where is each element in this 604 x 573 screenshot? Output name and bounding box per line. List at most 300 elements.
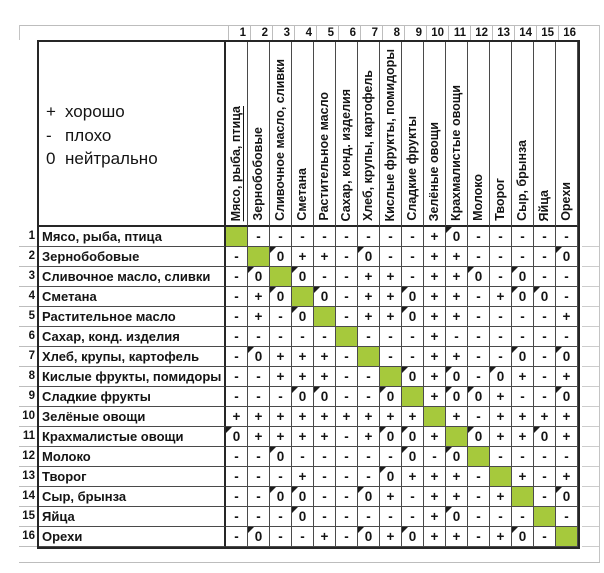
row-number-11: 11 bbox=[19, 427, 37, 447]
cell-r8-c14: + bbox=[512, 367, 534, 387]
col-header-13 bbox=[490, 42, 512, 227]
cell-r4-c13: + bbox=[490, 287, 512, 307]
cell-r1-c16: - bbox=[556, 227, 578, 247]
cell-r5-c15: - bbox=[534, 307, 556, 327]
cell-r14-c5: - bbox=[314, 487, 336, 507]
cell-r10-c11: + bbox=[446, 407, 468, 427]
cell-r6-c13: - bbox=[490, 327, 512, 347]
cell-r10-c12: - bbox=[468, 407, 490, 427]
row-label-16: Орехи bbox=[39, 527, 226, 547]
cell-r3-c15: - bbox=[534, 267, 556, 287]
cell-r16-c12: - bbox=[468, 527, 490, 547]
cell-r2-c1: - bbox=[226, 247, 248, 267]
cell-r10-c16: + bbox=[556, 407, 578, 427]
row-number-6: 6 bbox=[19, 327, 37, 347]
col-header-label-13: Творог bbox=[493, 178, 507, 221]
row-number-2: 2 bbox=[19, 247, 37, 267]
cell-r1-c3: - bbox=[270, 227, 292, 247]
cell-r7-c7-self bbox=[358, 347, 380, 367]
cell-r14-c14-self bbox=[512, 487, 534, 507]
cell-r16-c7: 0 bbox=[358, 527, 380, 547]
cell-r6-c3: - bbox=[270, 327, 292, 347]
cell-r3-c6: - bbox=[336, 267, 358, 287]
legend-bad bbox=[46, 124, 224, 148]
cell-r10-c7: + bbox=[358, 407, 380, 427]
column-number-7: 7 bbox=[360, 26, 382, 40]
legend-good-sign: + bbox=[46, 102, 56, 121]
row-number-12: 12 bbox=[19, 447, 37, 467]
right-tick bbox=[582, 467, 599, 487]
row-label-12: Молоко bbox=[39, 447, 226, 467]
cell-r2-c7: 0 bbox=[358, 247, 380, 267]
cell-r11-c14: + bbox=[512, 427, 534, 447]
right-tick bbox=[582, 487, 599, 507]
cell-r6-c4: - bbox=[292, 327, 314, 347]
cell-r8-c15: - bbox=[534, 367, 556, 387]
cell-r9-c9-self bbox=[402, 387, 424, 407]
column-number-10: 10 bbox=[426, 26, 448, 40]
cell-r1-c14: - bbox=[512, 227, 534, 247]
right-tick bbox=[582, 407, 599, 427]
col-header-label-8: Кислые фрукты, помидоры bbox=[383, 48, 397, 221]
cell-r4-c16: - bbox=[556, 287, 578, 307]
cell-r2-c16: 0 bbox=[556, 247, 578, 267]
col-header-9 bbox=[402, 42, 424, 227]
cell-r3-c12: 0 bbox=[468, 267, 490, 287]
cell-r15-c15-self bbox=[534, 507, 556, 527]
cell-r11-c13: + bbox=[490, 427, 512, 447]
cell-r7-c14: 0 bbox=[512, 347, 534, 367]
right-tick bbox=[582, 307, 599, 327]
cell-r5-c9: 0 bbox=[402, 307, 424, 327]
cell-r11-c12: 0 bbox=[468, 427, 490, 447]
cell-r9-c15: - bbox=[534, 387, 556, 407]
cell-r5-c4: 0 bbox=[292, 307, 314, 327]
col-header-16 bbox=[556, 42, 578, 227]
cell-r13-c13-self bbox=[490, 467, 512, 487]
margin-gridline-left bbox=[19, 25, 20, 40]
row-number-13: 13 bbox=[19, 467, 37, 487]
cell-r7-c1: - bbox=[226, 347, 248, 367]
cell-r9-c4: 0 bbox=[292, 387, 314, 407]
cell-r9-c2: - bbox=[248, 387, 270, 407]
cell-r11-c7: + bbox=[358, 427, 380, 447]
cell-r7-c13: - bbox=[490, 347, 512, 367]
cell-r1-c1-self bbox=[226, 227, 248, 247]
cell-r4-c12: - bbox=[468, 287, 490, 307]
cell-r8-c6: - bbox=[336, 367, 358, 387]
cell-r13-c14: + bbox=[512, 467, 534, 487]
cell-r13-c2: - bbox=[248, 467, 270, 487]
col-header-label-6: Сахар, конд. изделия bbox=[339, 88, 353, 221]
cell-r12-c1: - bbox=[226, 447, 248, 467]
cell-r8-c10: + bbox=[424, 367, 446, 387]
cell-r7-c11: + bbox=[446, 347, 468, 367]
cell-r9-c7: - bbox=[358, 387, 380, 407]
legend-good bbox=[46, 100, 224, 124]
cell-r1-c12: - bbox=[468, 227, 490, 247]
cell-r12-c14: - bbox=[512, 447, 534, 467]
column-number-14: 14 bbox=[514, 26, 536, 40]
col-header-label-11: Крахмалистые овощи bbox=[449, 84, 463, 221]
col-header-2 bbox=[248, 42, 270, 227]
cell-r2-c2-self bbox=[248, 247, 270, 267]
cell-r16-c9: 0 bbox=[402, 527, 424, 547]
cell-r12-c16: - bbox=[556, 447, 578, 467]
cell-r6-c1: - bbox=[226, 327, 248, 347]
row-number-9: 9 bbox=[19, 387, 37, 407]
cell-r6-c16: - bbox=[556, 327, 578, 347]
right-tick bbox=[582, 247, 599, 267]
cell-r4-c8: + bbox=[380, 287, 402, 307]
cell-r10-c10-self bbox=[424, 407, 446, 427]
cell-r7-c9: - bbox=[402, 347, 424, 367]
column-numbers-strip bbox=[228, 25, 580, 40]
cell-r1-c10: + bbox=[424, 227, 446, 247]
cell-r5-c16: + bbox=[556, 307, 578, 327]
col-header-label-12: Молоко bbox=[471, 174, 485, 221]
cell-r8-c3: + bbox=[270, 367, 292, 387]
cell-r11-c8: 0 bbox=[380, 427, 402, 447]
cell-r9-c14: - bbox=[512, 387, 534, 407]
cell-r15-c5: - bbox=[314, 507, 336, 527]
cell-r14-c9: - bbox=[402, 487, 424, 507]
cell-r15-c13: - bbox=[490, 507, 512, 527]
cell-r14-c6: - bbox=[336, 487, 358, 507]
right-tick bbox=[582, 447, 599, 467]
legend-neutral-sign: 0 bbox=[46, 149, 56, 168]
cell-r4-c2: + bbox=[248, 287, 270, 307]
cell-r6-c6-self bbox=[336, 327, 358, 347]
cell-r10-c4: + bbox=[292, 407, 314, 427]
cell-r3-c8: + bbox=[380, 267, 402, 287]
cell-r3-c14: 0 bbox=[512, 267, 534, 287]
cell-r4-c15: 0 bbox=[534, 287, 556, 307]
cell-r1-c4: - bbox=[292, 227, 314, 247]
col-header-8 bbox=[380, 42, 402, 227]
cell-r12-c6: - bbox=[336, 447, 358, 467]
cell-r15-c9: - bbox=[402, 507, 424, 527]
cell-r15-c10: + bbox=[424, 507, 446, 527]
cell-r9-c10: + bbox=[424, 387, 446, 407]
row-number-16: 16 bbox=[19, 527, 37, 547]
cell-r13-c16: + bbox=[556, 467, 578, 487]
cell-r15-c2: - bbox=[248, 507, 270, 527]
cell-r16-c14: 0 bbox=[512, 527, 534, 547]
cell-r13-c5: - bbox=[314, 467, 336, 487]
cell-r13-c6: - bbox=[336, 467, 358, 487]
cell-r12-c12-self bbox=[468, 447, 490, 467]
cell-r12-c15: - bbox=[534, 447, 556, 467]
cell-r1-c5: - bbox=[314, 227, 336, 247]
cell-r2-c9: - bbox=[402, 247, 424, 267]
right-tick bbox=[582, 347, 599, 367]
cell-r6-c11: - bbox=[446, 327, 468, 347]
cell-r10-c6: + bbox=[336, 407, 358, 427]
cell-r16-c16-self bbox=[556, 527, 578, 547]
cell-r14-c1: - bbox=[226, 487, 248, 507]
row-label-13: Творог bbox=[39, 467, 226, 487]
column-number-9: 9 bbox=[404, 26, 426, 40]
cell-r5-c10: + bbox=[424, 307, 446, 327]
cell-r15-c14: - bbox=[512, 507, 534, 527]
cell-r16-c10: + bbox=[424, 527, 446, 547]
cell-r16-c13: + bbox=[490, 527, 512, 547]
legend-good-label: хорошо bbox=[65, 102, 125, 121]
column-number-12: 12 bbox=[470, 26, 492, 40]
col-header-label-7: Хлеб, крупы, картофель bbox=[361, 69, 375, 221]
cell-r2-c15: - bbox=[534, 247, 556, 267]
col-header-label-5: Растительное масло bbox=[317, 92, 331, 221]
cell-r10-c8: + bbox=[380, 407, 402, 427]
cell-r13-c4: + bbox=[292, 467, 314, 487]
cell-r7-c3: + bbox=[270, 347, 292, 367]
cell-r5-c12: - bbox=[468, 307, 490, 327]
column-number-6: 6 bbox=[338, 26, 360, 40]
cell-r10-c5: + bbox=[314, 407, 336, 427]
cell-r3-c9: - bbox=[402, 267, 424, 287]
cell-r2-c4: + bbox=[292, 247, 314, 267]
cell-r3-c16: - bbox=[556, 267, 578, 287]
cell-r9-c8: 0 bbox=[380, 387, 402, 407]
right-tick bbox=[582, 387, 599, 407]
col-header-10 bbox=[424, 42, 446, 227]
right-tick bbox=[582, 327, 599, 347]
col-header-7 bbox=[358, 42, 380, 227]
cell-r1-c7: - bbox=[358, 227, 380, 247]
cell-r13-c15: - bbox=[534, 467, 556, 487]
cell-r8-c12: - bbox=[468, 367, 490, 387]
row-number-15: 15 bbox=[19, 507, 37, 527]
cell-r15-c3: - bbox=[270, 507, 292, 527]
cell-r5-c14: - bbox=[512, 307, 534, 327]
cell-r13-c3: - bbox=[270, 467, 292, 487]
cell-r8-c4: + bbox=[292, 367, 314, 387]
col-header-label-2: Зернобобовые bbox=[251, 127, 265, 221]
row-number-4: 4 bbox=[19, 287, 37, 307]
cell-r9-c3: - bbox=[270, 387, 292, 407]
cell-r3-c7: + bbox=[358, 267, 380, 287]
cell-r10-c15: + bbox=[534, 407, 556, 427]
cell-r4-c10: + bbox=[424, 287, 446, 307]
right-margin-ticks bbox=[582, 227, 599, 547]
cell-r9-c16: 0 bbox=[556, 387, 578, 407]
cell-r8-c5: + bbox=[314, 367, 336, 387]
right-tick bbox=[582, 267, 599, 287]
cell-r2-c11: + bbox=[446, 247, 468, 267]
right-tick bbox=[582, 427, 599, 447]
cell-r5-c2: + bbox=[248, 307, 270, 327]
cell-r8-c13: 0 bbox=[490, 367, 512, 387]
column-number-8: 8 bbox=[382, 26, 404, 40]
cell-r6-c12: - bbox=[468, 327, 490, 347]
col-header-15 bbox=[534, 42, 556, 227]
cell-r11-c16: + bbox=[556, 427, 578, 447]
cell-r5-c13: - bbox=[490, 307, 512, 327]
cell-r2-c12: - bbox=[468, 247, 490, 267]
cell-r8-c16: + bbox=[556, 367, 578, 387]
cell-r7-c15: - bbox=[534, 347, 556, 367]
row-numbers-strip bbox=[19, 227, 37, 547]
row-label-8: Кислые фрукты, помидоры bbox=[39, 367, 226, 387]
cell-r12-c7: - bbox=[358, 447, 380, 467]
col-header-label-4: Сметана bbox=[295, 168, 309, 221]
cell-r9-c5: 0 bbox=[314, 387, 336, 407]
cell-r11-c2: + bbox=[248, 427, 270, 447]
row-label-2: Зернобобовые bbox=[39, 247, 226, 267]
legend-cell bbox=[39, 42, 226, 227]
col-header-11 bbox=[446, 42, 468, 227]
row-label-15: Яйца bbox=[39, 507, 226, 527]
legend-bad-label: плохо bbox=[65, 125, 112, 145]
column-number-15: 15 bbox=[536, 26, 558, 40]
col-header-label-9: Сладкие фрукты bbox=[405, 116, 419, 221]
cell-r4-c4-self bbox=[292, 287, 314, 307]
cell-r8-c2: - bbox=[248, 367, 270, 387]
col-header-5 bbox=[314, 42, 336, 227]
row-label-10: Зелёные овощи bbox=[39, 407, 226, 427]
cell-r8-c1: - bbox=[226, 367, 248, 387]
cell-r3-c13: - bbox=[490, 267, 512, 287]
column-number-2: 2 bbox=[250, 26, 272, 40]
cell-r11-c10: + bbox=[424, 427, 446, 447]
cell-r16-c15: - bbox=[534, 527, 556, 547]
cell-r1-c13: - bbox=[490, 227, 512, 247]
cell-r9-c6: - bbox=[336, 387, 358, 407]
cell-r13-c9: + bbox=[402, 467, 424, 487]
cell-r10-c14: + bbox=[512, 407, 534, 427]
cell-r16-c11: + bbox=[446, 527, 468, 547]
cell-r11-c4: + bbox=[292, 427, 314, 447]
cell-r10-c13: + bbox=[490, 407, 512, 427]
cell-r14-c2: - bbox=[248, 487, 270, 507]
cell-r12-c4: - bbox=[292, 447, 314, 467]
cell-r6-c10: + bbox=[424, 327, 446, 347]
cell-r13-c8: 0 bbox=[380, 467, 402, 487]
cell-r16-c1: - bbox=[226, 527, 248, 547]
col-header-label-1: Мясо, рыба, птица bbox=[229, 105, 243, 221]
cell-r2-c6: - bbox=[336, 247, 358, 267]
cell-r13-c1: - bbox=[226, 467, 248, 487]
row-label-7: Хлеб, крупы, картофель bbox=[39, 347, 226, 367]
cell-r13-c7: - bbox=[358, 467, 380, 487]
cell-r6-c2: - bbox=[248, 327, 270, 347]
right-tick bbox=[582, 287, 599, 307]
compatibility-table bbox=[37, 40, 580, 549]
cell-r15-c1: - bbox=[226, 507, 248, 527]
cell-r4-c1: - bbox=[226, 287, 248, 307]
cell-r8-c8-self bbox=[380, 367, 402, 387]
cell-r16-c5: + bbox=[314, 527, 336, 547]
cell-r3-c11: + bbox=[446, 267, 468, 287]
row-label-6: Сахар, конд. изделия bbox=[39, 327, 226, 347]
cell-r7-c2: 0 bbox=[248, 347, 270, 367]
cell-r15-c4: 0 bbox=[292, 507, 314, 527]
cell-r15-c6: - bbox=[336, 507, 358, 527]
cell-r1-c9: - bbox=[402, 227, 424, 247]
cell-r14-c16: 0 bbox=[556, 487, 578, 507]
row-number-10: 10 bbox=[19, 407, 37, 427]
cell-r12-c11: 0 bbox=[446, 447, 468, 467]
cell-r7-c6: - bbox=[336, 347, 358, 367]
cell-r14-c15: - bbox=[534, 487, 556, 507]
cell-r10-c9: + bbox=[402, 407, 424, 427]
cell-r9-c13: + bbox=[490, 387, 512, 407]
cell-r8-c9: 0 bbox=[402, 367, 424, 387]
cell-r7-c8: - bbox=[380, 347, 402, 367]
cell-r15-c11: 0 bbox=[446, 507, 468, 527]
cell-r3-c2: 0 bbox=[248, 267, 270, 287]
row-label-4: Сметана bbox=[39, 287, 226, 307]
column-number-4: 4 bbox=[294, 26, 316, 40]
legend-neutral bbox=[46, 147, 224, 171]
cell-r11-c9: 0 bbox=[402, 427, 424, 447]
cell-r14-c8: + bbox=[380, 487, 402, 507]
cell-r2-c14: - bbox=[512, 247, 534, 267]
cell-r12-c10: - bbox=[424, 447, 446, 467]
legend-neutral-label: нейтрально bbox=[65, 149, 158, 168]
cell-r11-c15: 0 bbox=[534, 427, 556, 447]
cell-r9-c1: - bbox=[226, 387, 248, 407]
cell-r13-c11: + bbox=[446, 467, 468, 487]
cell-r14-c10: + bbox=[424, 487, 446, 507]
cell-r1-c8: - bbox=[380, 227, 402, 247]
legend-bad-sign: - bbox=[46, 125, 52, 145]
cell-r2-c3: 0 bbox=[270, 247, 292, 267]
cell-r16-c4: - bbox=[292, 527, 314, 547]
cell-r6-c7: - bbox=[358, 327, 380, 347]
cell-r12-c3: 0 bbox=[270, 447, 292, 467]
cell-r6-c14: - bbox=[512, 327, 534, 347]
col-header-1 bbox=[226, 42, 248, 227]
cell-r14-c4: 0 bbox=[292, 487, 314, 507]
cell-r11-c6: - bbox=[336, 427, 358, 447]
cell-r12-c13: - bbox=[490, 447, 512, 467]
cell-r6-c15: - bbox=[534, 327, 556, 347]
right-tick bbox=[582, 507, 599, 527]
row-label-9: Сладкие фрукты bbox=[39, 387, 226, 407]
row-number-7: 7 bbox=[19, 347, 37, 367]
right-tick bbox=[582, 367, 599, 387]
col-header-4 bbox=[292, 42, 314, 227]
cell-r13-c12: - bbox=[468, 467, 490, 487]
column-number-1: 1 bbox=[228, 26, 250, 40]
cell-r7-c12: - bbox=[468, 347, 490, 367]
row-label-11: Крахмалистые овощи bbox=[39, 427, 226, 447]
cell-r7-c16: 0 bbox=[556, 347, 578, 367]
cell-r12-c9: 0 bbox=[402, 447, 424, 467]
column-number-5: 5 bbox=[316, 26, 338, 40]
margin-gridline-right bbox=[599, 25, 600, 562]
cell-r5-c6: - bbox=[336, 307, 358, 327]
cell-r16-c6: - bbox=[336, 527, 358, 547]
cell-r14-c12: - bbox=[468, 487, 490, 507]
col-header-label-16: Орехи bbox=[559, 182, 573, 221]
cell-r16-c8: + bbox=[380, 527, 402, 547]
row-label-1: Мясо, рыба, птица bbox=[39, 227, 226, 247]
cell-r1-c11: 0 bbox=[446, 227, 468, 247]
cell-r6-c5: - bbox=[314, 327, 336, 347]
margin-gridline-bottom bbox=[19, 562, 600, 563]
cell-r16-c2: 0 bbox=[248, 527, 270, 547]
row-number-8: 8 bbox=[19, 367, 37, 387]
cell-r10-c3: + bbox=[270, 407, 292, 427]
cell-r11-c11-self bbox=[446, 427, 468, 447]
col-header-label-15: Яйца bbox=[537, 189, 551, 221]
cell-r5-c8: + bbox=[380, 307, 402, 327]
row-number-14: 14 bbox=[19, 487, 37, 507]
cell-r15-c7: - bbox=[358, 507, 380, 527]
